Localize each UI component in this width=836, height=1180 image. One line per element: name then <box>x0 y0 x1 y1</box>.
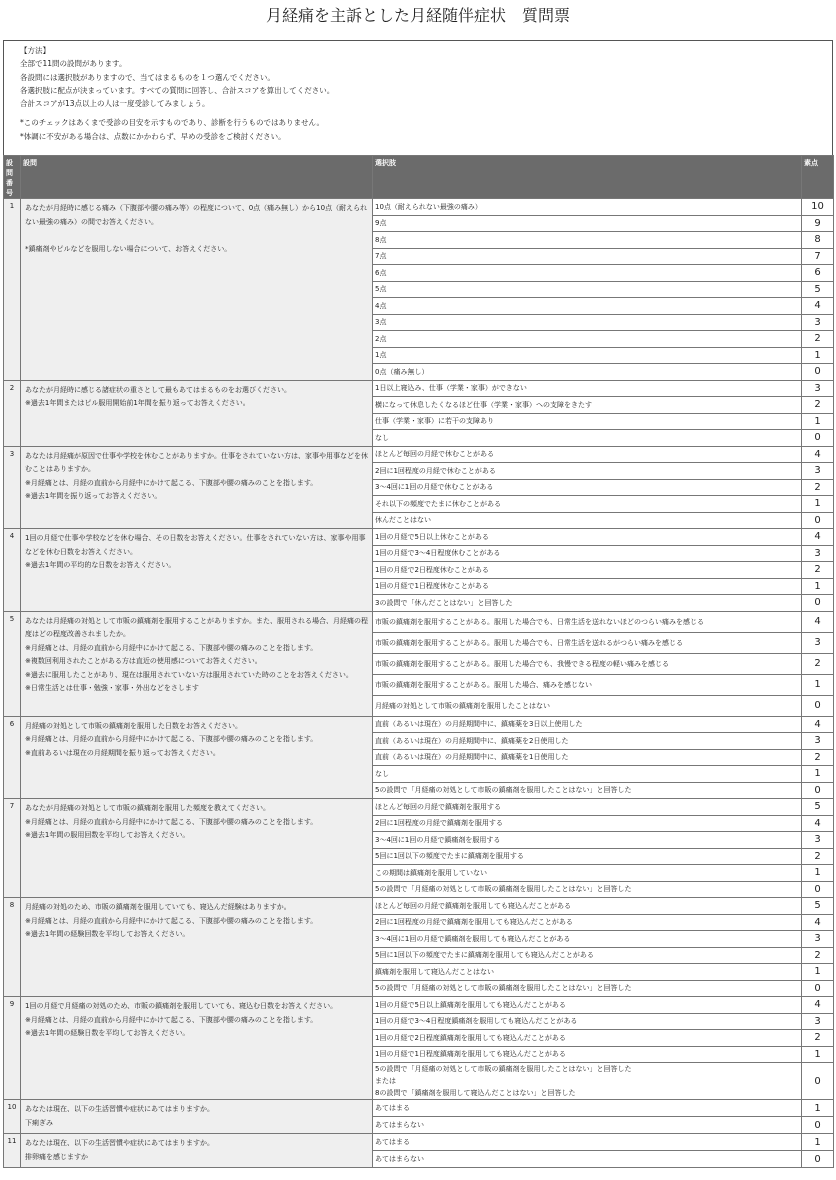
option-score: 0 <box>802 1151 834 1168</box>
option-label[interactable]: あてはまる <box>373 1100 802 1117</box>
option-label[interactable]: 5回に1回以下の頻度でたまに鎮痛剤を服用しても寝込んだことがある <box>373 947 802 964</box>
option-label[interactable]: 3～4回に1回の月経で鎮痛剤を服用しても寝込んだことがある <box>373 931 802 948</box>
option-label[interactable]: ほとんど毎回の月経で休むことがある <box>373 446 802 463</box>
question-number: 5 <box>4 611 21 716</box>
option-label[interactable]: 月経痛の対処として市販の鎮痛剤を服用したことはない <box>373 695 802 716</box>
question-text: あなたが月経時に感じる諸症状の重さとして最もあてはまるものをお選びください。 ※過去1年間またはピル服用開始前1年間を振り返ってお答えください。 <box>21 380 373 446</box>
option-score: 7 <box>802 248 834 265</box>
option-label[interactable]: ほとんど毎回の月経で鎮痛剤を服用しても寝込んだことがある <box>373 898 802 915</box>
option-score: 2 <box>802 947 834 964</box>
question-text: 月経痛の対処のため、市販の鎮痛剤を服用していても、寝込んだ経験はありますか。 ※月経痛とは、月経の直前から月経中にかけて起こる、下腹部や腰の痛みのことを指します。 ※過去1年間の経験回数を平均してお答えください。 <box>21 898 373 997</box>
option-score: 1 <box>802 1134 834 1151</box>
option-score: 1 <box>802 413 834 430</box>
option-score: 0 <box>802 782 834 799</box>
table-header-row <box>4 156 834 199</box>
option-row[interactable] <box>4 997 834 1014</box>
option-score: 10 <box>802 199 834 216</box>
option-score: 0 <box>802 980 834 997</box>
option-score: 3 <box>802 463 834 480</box>
option-score: 1 <box>802 766 834 783</box>
question-text: あなたは現在、以下の生活習慣や症状にあてはまりますか。 下痢ぎみ <box>21 1100 373 1134</box>
option-score: 5 <box>802 898 834 915</box>
question-text: あなたは月経痛が原因で仕事や学校を休むことがありますか。仕事をされていない方は、家事や用事などを休むことはありますか。 ※月経痛とは、月経の直前から月経中にかけて起こる、下腹部や腰の痛みのことを指します。 ※過去1年間を振り返ってお答えください。 <box>21 446 373 529</box>
option-score: 5 <box>802 799 834 816</box>
option-score: 3 <box>802 380 834 397</box>
option-label[interactable]: 6点 <box>373 265 802 282</box>
question-text: あなたは現在、以下の生活習慣や症状にあてはまりますか。 排卵痛を感じますか <box>21 1134 373 1168</box>
option-label[interactable]: 3～4回に1回の月経で鎮痛剤を服用する <box>373 832 802 849</box>
question-text: 1回の月経で仕事や学校などを休む場合、その日数をお答えください。仕事をされていない方は、家事や用事などを休む日数をお答えください。 ※過去1年間の平均的な日数をお答えください。 <box>21 529 373 612</box>
option-label[interactable]: 5回に1回以下の頻度でたまに鎮痛剤を服用する <box>373 848 802 865</box>
option-score: 4 <box>802 914 834 931</box>
option-label[interactable]: それ以下の頻度でたまに休むことがある <box>373 496 802 513</box>
option-label[interactable]: 0点（痛み無し） <box>373 364 802 381</box>
question-number: 2 <box>4 380 21 446</box>
option-label[interactable]: 2回に1回程度の月経で鎮痛剤を服用しても寝込んだことがある <box>373 914 802 931</box>
option-label[interactable]: 9点 <box>373 215 802 232</box>
option-label[interactable]: 1回の月経で2日程度休むことがある <box>373 562 802 579</box>
option-score: 4 <box>802 997 834 1014</box>
option-score: 1 <box>802 578 834 595</box>
option-label[interactable]: 5の設問で「月経痛の対処として市販の鎮痛剤を服用したことはない」と回答した <box>373 980 802 997</box>
option-score: 0 <box>802 881 834 898</box>
option-row[interactable] <box>4 1134 834 1151</box>
option-label[interactable]: 3の設問で「休んだことはない」と回答した <box>373 595 802 612</box>
option-score: 4 <box>802 298 834 315</box>
option-label[interactable]: 市販の鎮痛剤を服用することがある。服用した場合でも、日常生活を送れるがつらい痛みを感じる <box>373 632 802 653</box>
option-score: 2 <box>802 331 834 348</box>
option-score: 4 <box>802 529 834 546</box>
method-line: 合計スコアが13点以上の人は一度受診してみましょう。 <box>20 99 210 109</box>
option-score: 0 <box>802 512 834 529</box>
question-text: あなたは月経痛の対処として市販の鎮痛剤を服用することがありますか。また、服用される場合、月経痛の程度はどの程度改善されましたか。 ※月経痛とは、月経の直前から月経中にかけて起こる、下腹部や腰の痛みのことを指します。 ※複数回利用されたことがある方は直近の使用感についてお答えください。 ※過去に服用したことがあり、現在は服用されていない方は服用されていた時のことをお答えください。 ※日常生活とは仕事・勉強・家事・外出などをさします <box>21 611 373 716</box>
questionnaire <box>3 40 833 1168</box>
option-score: 3 <box>802 733 834 750</box>
option-label[interactable]: 1回の月経で3～4日程度休むことがある <box>373 545 802 562</box>
option-score: 3 <box>802 931 834 948</box>
option-score: 4 <box>802 446 834 463</box>
option-label[interactable]: 4点 <box>373 298 802 315</box>
question-text: あなたが月経痛の対処として市販の鎮痛剤を服用した頻度を教えてください。 ※月経痛とは、月経の直前から月経中にかけて起こる、下腹部や腰の痛みのことを指します。 ※過去1年間の服用回数を平均してお答えください。 <box>21 799 373 898</box>
method-note: *体調に不安がある場合は、点数にかかわらず、早めの受診をご検討ください。 <box>20 131 286 141</box>
option-row[interactable] <box>4 199 834 216</box>
option-label[interactable]: 1回の月経で5日以上休むことがある <box>373 529 802 546</box>
option-label[interactable]: 横になって休息したくなるほど仕事（学業・家事）への支障をきたす <box>373 397 802 414</box>
option-score: 9 <box>802 215 834 232</box>
method-line: 全部で11問の設問があります。 <box>20 59 127 69</box>
option-label[interactable]: あてはまらない <box>373 1151 802 1168</box>
question-text: 月経痛の対処として市販の鎮痛剤を服用した日数をお答えください。 ※月経痛とは、月経の直前から月経中にかけて起こる、下腹部や腰の痛みのことを指します。 ※直前あるいは現在の月経期間を振り返ってお答えください。 <box>21 716 373 799</box>
option-row[interactable] <box>4 446 834 463</box>
option-label[interactable]: 8点 <box>373 232 802 249</box>
question-number: 4 <box>4 529 21 612</box>
option-row[interactable] <box>4 799 834 816</box>
option-label[interactable]: 5の設問で「月経痛の対処として市販の鎮痛剤を服用したことはない」と回答した <box>373 782 802 799</box>
question-number: 6 <box>4 716 21 799</box>
option-score: 1 <box>802 496 834 513</box>
option-label[interactable]: 2点 <box>373 331 802 348</box>
option-label[interactable]: 1日以上寝込み、仕事（学業・家事）ができない <box>373 380 802 397</box>
option-score: 3 <box>802 832 834 849</box>
option-score: 2 <box>802 848 834 865</box>
option-label[interactable]: 5の設問で「月経痛の対処として市販の鎮痛剤を服用したことはない」と回答した または 8の設問で「鎮痛剤を服用して寝込んだことはない」と回答した <box>373 1063 802 1100</box>
option-score: 2 <box>802 562 834 579</box>
option-score: 1 <box>802 1046 834 1063</box>
option-score: 1 <box>802 347 834 364</box>
option-label[interactable]: 直前（あるいは現在）の月経期間中に、鎮痛薬を2日使用した <box>373 733 802 750</box>
option-score: 3 <box>802 314 834 331</box>
method-line: 各選択肢に配点が決まっています。すべての質問に回答し、合計スコアを算出してください。 <box>20 85 335 95</box>
option-label[interactable]: 鎮痛剤を服用して寝込んだことはない <box>373 964 802 981</box>
option-score: 5 <box>802 281 834 298</box>
option-label[interactable]: 3点 <box>373 314 802 331</box>
option-score: 4 <box>802 815 834 832</box>
option-score: 2 <box>802 749 834 766</box>
header-question-number: 設問番号 <box>4 156 21 199</box>
header-question: 設問 <box>21 156 373 199</box>
option-score: 1 <box>802 865 834 882</box>
option-label[interactable]: 2回に1回程度の月経で休むことがある <box>373 463 802 480</box>
option-label[interactable]: あてはまらない <box>373 1117 802 1134</box>
question-number: 3 <box>4 446 21 529</box>
option-row[interactable] <box>4 611 834 632</box>
option-score: 0 <box>802 695 834 716</box>
header-score: 素点 <box>802 156 834 199</box>
option-score: 1 <box>802 674 834 695</box>
option-label[interactable]: 1回の月経で5日以上鎮痛剤を服用しても寝込んだことがある <box>373 997 802 1014</box>
option-label[interactable]: 休んだことはない <box>373 512 802 529</box>
option-score: 1 <box>802 1100 834 1117</box>
option-label[interactable]: 10点（耐えられない最強の痛み） <box>373 199 802 216</box>
question-number: 7 <box>4 799 21 898</box>
option-score: 8 <box>802 232 834 249</box>
option-label[interactable]: 直前（あるいは現在）の月経期間中に、鎮痛薬を3日以上使用した <box>373 716 802 733</box>
option-score: 3 <box>802 545 834 562</box>
option-label[interactable]: 直前（あるいは現在）の月経期間中に、鎮痛薬を1日使用した <box>373 749 802 766</box>
question-text: 1回の月経で月経痛の対処のため、市販の鎮痛剤を服用していても、寝込む日数をお答えください。 ※月経痛とは、月経の直前から月経中にかけて起こる、下腹部や腰の痛みのことを指します。 ※過去1年間の経験日数を平均してお答えください。 <box>21 997 373 1100</box>
option-label[interactable]: ほとんど毎回の月経で鎮痛剤を服用する <box>373 799 802 816</box>
option-label[interactable]: 市販の鎮痛剤を服用することがある。服用した場合、痛みを感じない <box>373 674 802 695</box>
option-label[interactable]: 1回の月経で2日程度鎮痛剤を服用しても寝込んだことがある <box>373 1030 802 1047</box>
option-score: 1 <box>802 964 834 981</box>
question-table <box>3 155 834 1168</box>
option-label[interactable]: 7点 <box>373 248 802 265</box>
option-label[interactable]: 1回の月経で1日程度鎮痛剤を服用しても寝込んだことがある <box>373 1046 802 1063</box>
option-score: 0 <box>802 430 834 447</box>
method-heading: 【方法】 <box>20 46 50 55</box>
option-row[interactable] <box>4 716 834 733</box>
header-options: 選択肢 <box>373 156 802 199</box>
option-score: 4 <box>802 716 834 733</box>
option-label[interactable]: あてはまる <box>373 1134 802 1151</box>
option-score: 2 <box>802 479 834 496</box>
option-label[interactable]: 1回の月経で1日程度休むことがある <box>373 578 802 595</box>
question-number: 11 <box>4 1134 21 1168</box>
option-label[interactable]: 1点 <box>373 347 802 364</box>
option-row[interactable] <box>4 1100 834 1117</box>
question-number: 1 <box>4 199 21 381</box>
question-number: 8 <box>4 898 21 997</box>
option-score: 0 <box>802 364 834 381</box>
option-label[interactable]: 市販の鎮痛剤を服用することがある。服用した場合でも、我慢できる程度の軽い痛みを感じる <box>373 653 802 674</box>
option-label[interactable]: なし <box>373 766 802 783</box>
option-score: 3 <box>802 632 834 653</box>
option-label[interactable]: なし <box>373 430 802 447</box>
page-title: 月経痛を主訴とした月経随伴症状 質問票 <box>265 6 570 25</box>
option-label[interactable]: 仕事（学業・家事）に若干の支障あり <box>373 413 802 430</box>
option-score: 2 <box>802 1030 834 1047</box>
option-score: 0 <box>802 1063 834 1100</box>
option-label[interactable]: 5の設問で「月経痛の対処として市販の鎮痛剤を服用したことはない」と回答した <box>373 881 802 898</box>
option-row[interactable] <box>4 898 834 915</box>
option-label[interactable]: 1回の月経で3～4日程度鎮痛剤を服用しても寝込んだことがある <box>373 1013 802 1030</box>
option-score: 0 <box>802 1117 834 1134</box>
method-line: 各設問には選択肢がありますので、当てはまるものを１つ選んでください。 <box>20 72 275 82</box>
option-score: 3 <box>802 1013 834 1030</box>
option-score: 4 <box>802 611 834 632</box>
method-note: *このチェックはあくまで受診の目安を示すものであり、診断を行うものではありません。 <box>20 118 324 128</box>
option-label[interactable]: 5点 <box>373 281 802 298</box>
option-score: 6 <box>802 265 834 282</box>
question-number: 10 <box>4 1100 21 1134</box>
option-label[interactable]: この期間は鎮痛剤を服用していない <box>373 865 802 882</box>
option-row[interactable] <box>4 529 834 546</box>
option-label[interactable]: 2回に1回程度の月経で鎮痛剤を服用する <box>373 815 802 832</box>
question-number: 9 <box>4 997 21 1100</box>
question-text: あなたが月経時に感じる痛み（下腹部や腰の痛み等）の程度について、0点（痛み無し）から10点（耐えられない最強の痛み）の間でお答えください。 *鎮痛剤やピルなどを服用しない場合について、お答えください。 <box>21 199 373 381</box>
option-label[interactable]: 3～4回に1回の月経で休むことがある <box>373 479 802 496</box>
option-label[interactable]: 市販の鎮痛剤を服用することがある。服用した場合でも、日常生活を送れないほどのつらい痛みを感じる <box>373 611 802 632</box>
option-score: 2 <box>802 397 834 414</box>
option-score: 0 <box>802 595 834 612</box>
method-section <box>3 40 833 155</box>
option-row[interactable] <box>4 380 834 397</box>
option-score: 2 <box>802 653 834 674</box>
